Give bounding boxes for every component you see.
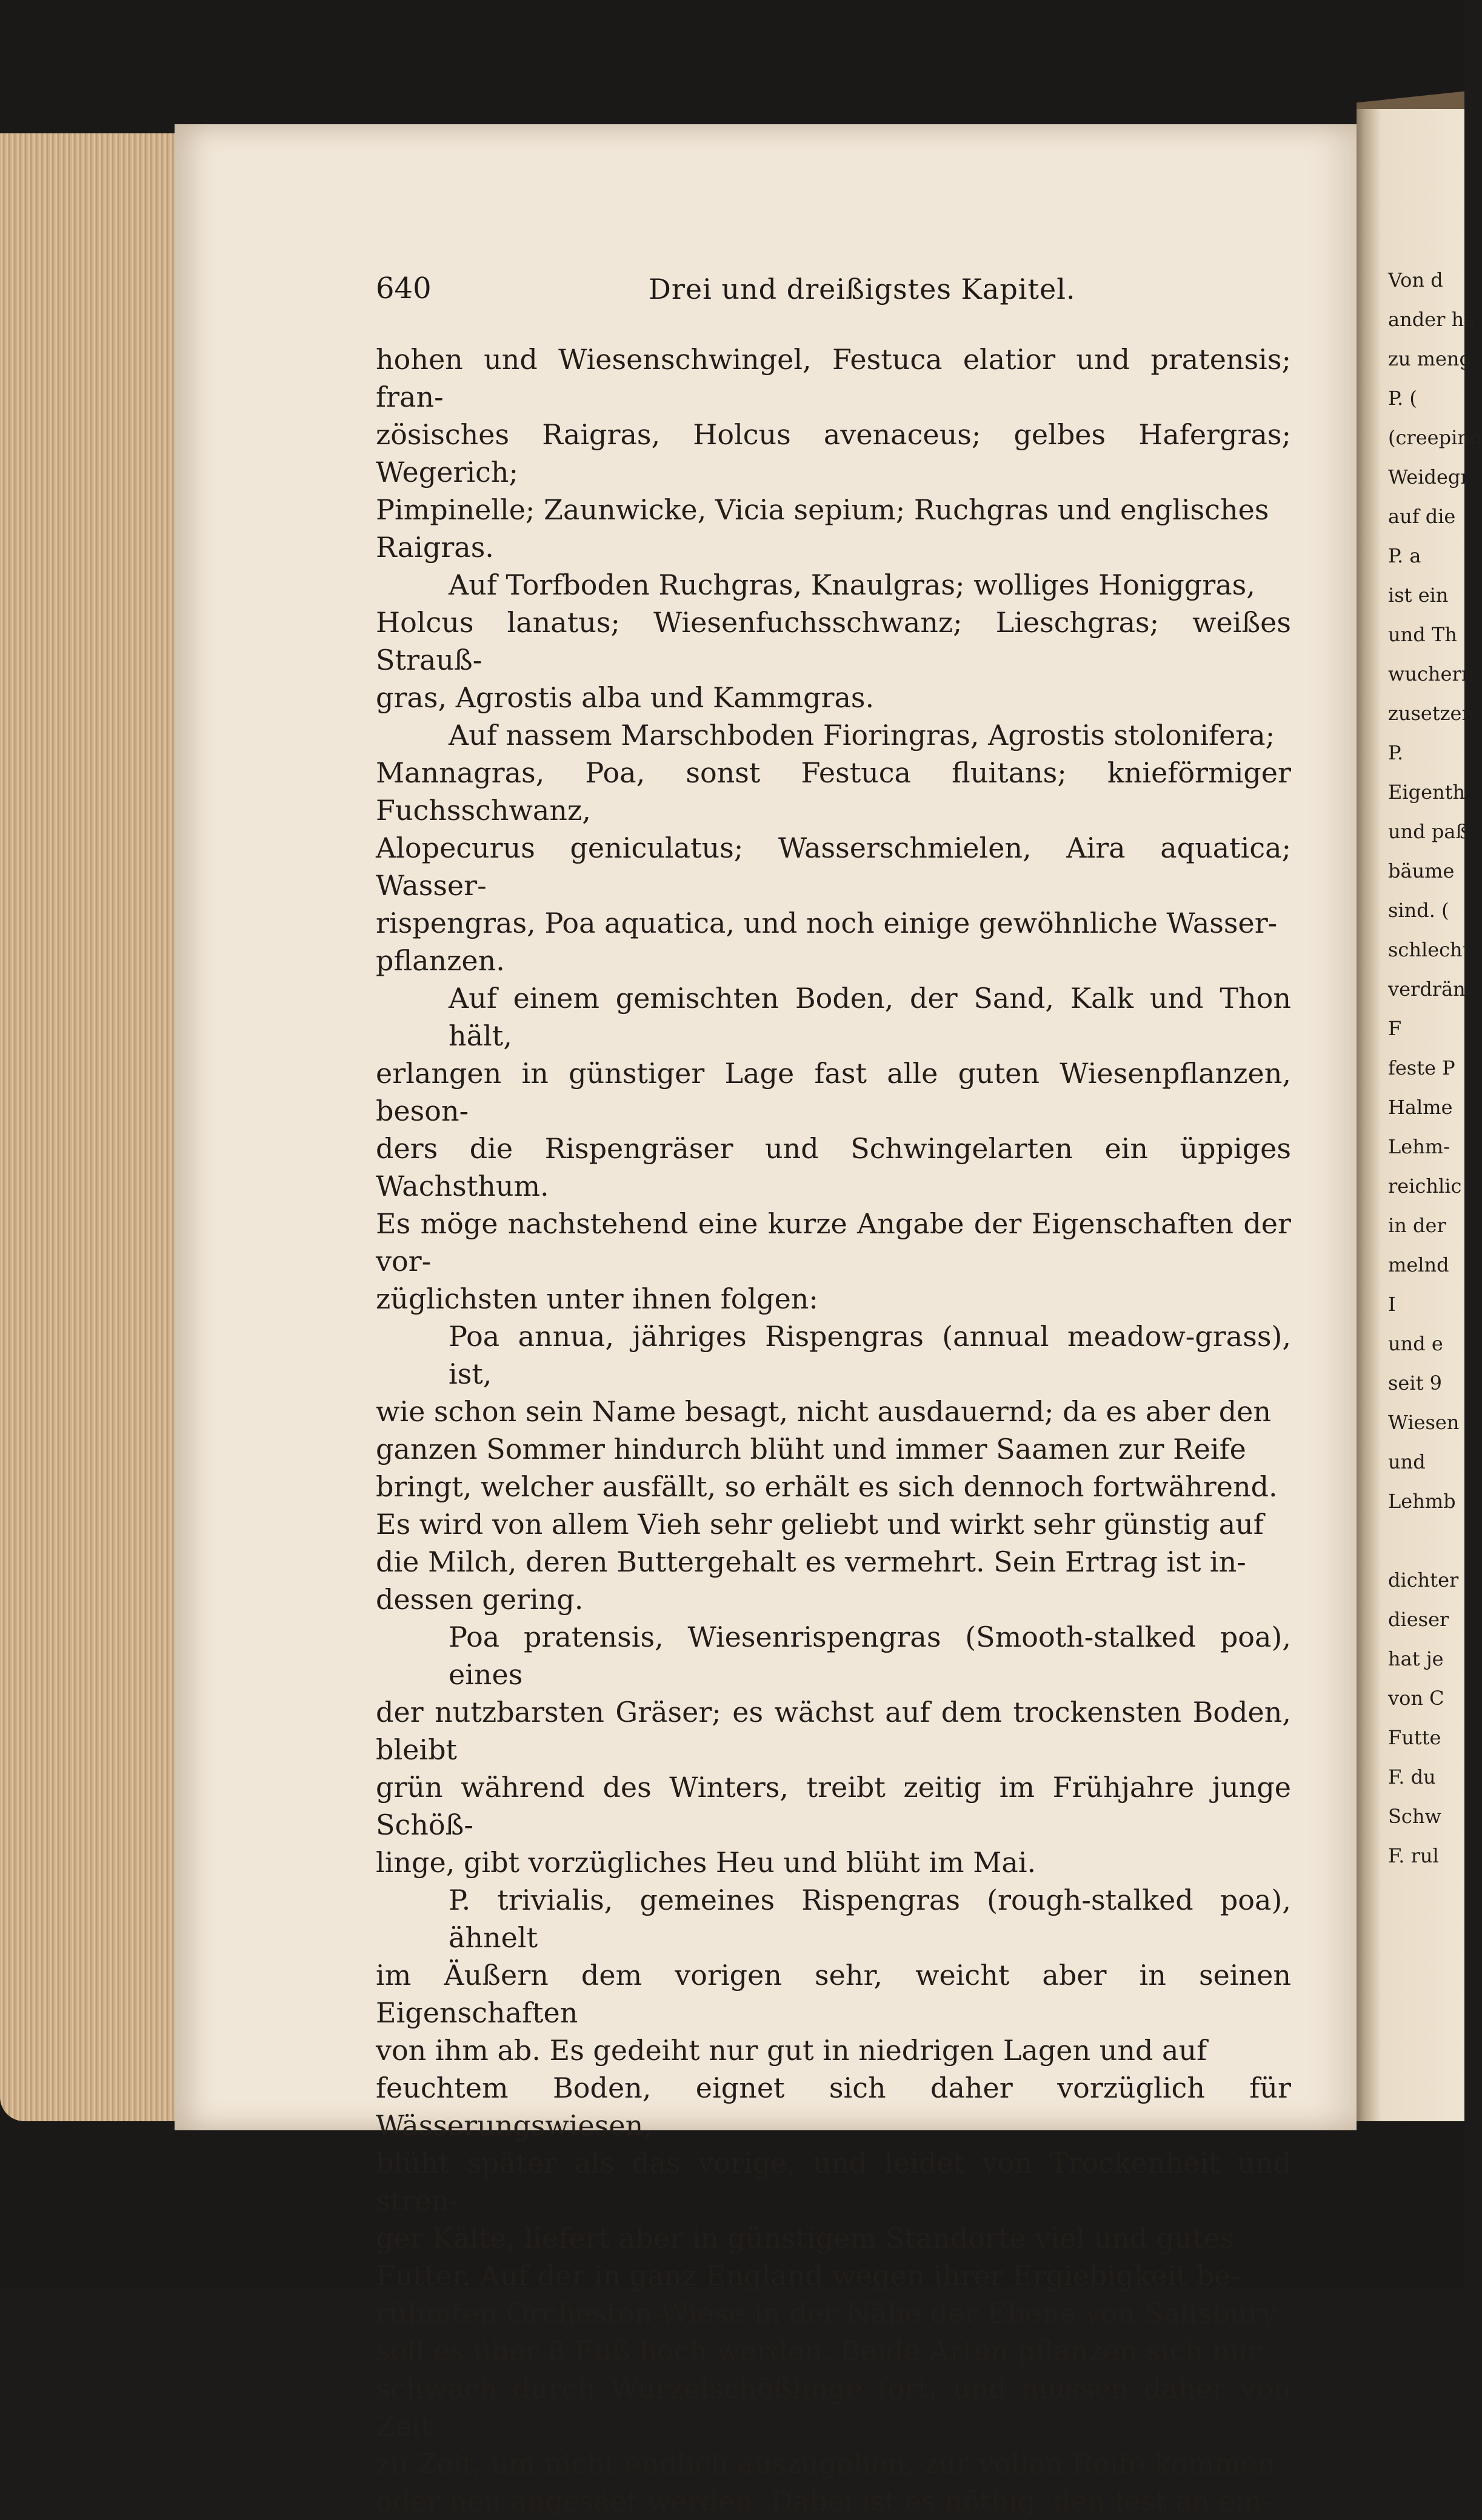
text-line: ger Kälte, liefert aber in günstigem Standorte viel und gutes: [376, 2222, 1235, 2255]
fragment-line: wuchern: [1388, 662, 1474, 685]
fragment-line: ander hä: [1388, 308, 1476, 331]
text-line: ders die Rispengräser und Schwingelarten ein üppiges Wachsthum.: [376, 1132, 1291, 1202]
fragment-line: ist ein: [1388, 584, 1449, 607]
text-line: grün während des Winters, treibt zeitig im Frühjahre junge Schöß-: [376, 1771, 1291, 1841]
text-line: züglichsten unter ihnen folgen:: [376, 1282, 818, 1315]
text-line: Holcus lanatus; Wiesenfuchsschwanz; Lieschgras; weißes Strauß-: [376, 606, 1291, 676]
fragment-line: seit 9: [1388, 1372, 1442, 1395]
page-edges-left: [0, 133, 176, 2121]
fragment-line: Eigenth: [1388, 781, 1466, 804]
running-head: [376, 272, 1285, 314]
text-line: linge, gibt vorzügliches Heu und blüht im Mai.: [376, 1846, 1036, 1879]
fragment-line: Von d: [1388, 268, 1443, 292]
text-line: Mannagras, Poa, sonst Festuca fluitans; knieförmiger Fuchsschwanz,: [376, 756, 1291, 827]
text-line: gras, Agrostis alba und Kammgras.: [376, 681, 875, 714]
fragment-line: verdrän: [1388, 978, 1466, 1001]
fragment-line: zusetzen: [1388, 702, 1475, 725]
fragment-line: Lehm-: [1388, 1135, 1450, 1158]
fragment-line: I: [1388, 1293, 1396, 1316]
text-line: bringt, welcher ausfällt, so erhält es sich dennoch fortwährend.: [376, 1470, 1278, 1503]
fragment-line: schlecht: [1388, 938, 1470, 961]
fragment-line: und: [1388, 1450, 1426, 1473]
text-line: Poa annua, jähriges Rispengras (annual meadow-grass), ist,: [449, 1320, 1291, 1390]
text-line: oder neu angesäet werden. Dabei ist es nöthig, den fest an ein-: [376, 2485, 1272, 2518]
text-line: Pimpinelle; Zaunwicke, Vicia sepium; Ruchgras und englisches: [376, 493, 1269, 526]
body-text: [376, 341, 1291, 2520]
fragment-line: bäume: [1388, 859, 1455, 882]
text-line: Raigras.: [376, 531, 494, 564]
fragment-line: sind. (: [1388, 899, 1449, 922]
text-line: feuchtem Boden, eignet sich daher vorzüglich für Wässerungswiesen,: [376, 2072, 1291, 2142]
text-line: wie schon sein Name besagt, nicht ausdauernd; da es aber den: [376, 1395, 1272, 1428]
fragment-line: dieser: [1388, 1608, 1449, 1631]
fragment-line: F. rul: [1388, 1844, 1439, 1867]
text-line: soll es über 8 Fuß hoch werden. Beide Arten pflanzen sich nur: [376, 2335, 1261, 2367]
text-line: Alopecurus geniculatus; Wasserschmielen, Aira aquatica; Wasser-: [376, 832, 1291, 902]
fragment-line: P. (: [1388, 387, 1417, 410]
fragment-line: hat je: [1388, 1647, 1444, 1670]
text-line: im Äußern dem vorigen sehr, weicht aber in seinen Eigenschaften: [376, 1959, 1291, 2029]
fragment-line: Wiesen: [1388, 1411, 1460, 1434]
fragment-line: melnd: [1388, 1253, 1449, 1276]
text-line: ganzen Sommer hindurch blüht und immer Saamen zur Reife: [376, 1433, 1246, 1465]
fragment-line: F. du: [1388, 1765, 1436, 1788]
page-number: 640: [376, 272, 432, 305]
text-line: die Milch, deren Buttergehalt es vermehrt. Sein Ertrag ist in-: [376, 1545, 1246, 1578]
text-line: rühmten Orcheston-Wiese in der Nähe der Ebene von Salisbury: [376, 2297, 1277, 2330]
text-line: Futter. Auf der in ganz England wegen ihrer Ergiebigkeit be-: [376, 2259, 1240, 2292]
fragment-line: Halme: [1388, 1096, 1453, 1119]
text-line: rispengras, Poa aquatica, und noch einige gewöhnliche Wasser-: [376, 907, 1278, 939]
fragment-line: feste P: [1388, 1056, 1455, 1079]
text-line: hohen und Wiesenschwingel, Festuca elatior und pratensis; fran-: [376, 343, 1291, 413]
fragment-line: [1388, 1521, 1464, 1561]
fragment-line: von C: [1388, 1687, 1444, 1710]
text-line: dessen gering.: [376, 1583, 584, 1616]
fragment-line: Futte: [1388, 1726, 1441, 1749]
text-line: P. trivialis, gemeines Rispengras (rough-stalked poa), ähnelt: [449, 1884, 1291, 1954]
text-line: Auf einem gemischten Boden, der Sand, Kalk und Thon hält,: [449, 982, 1291, 1052]
text-line: von ihm ab. Es gedeiht nur gut in niedrigen Lagen und auf: [376, 2034, 1207, 2067]
text-line: pflanzen.: [376, 944, 505, 977]
text-line: schwach durch Wurzelschößlinge fort, und müssen daher von Zeit: [376, 2372, 1291, 2442]
text-line: Es möge nachstehend eine kurze Angabe der Eigenschaften der vor-: [376, 1207, 1291, 1278]
fragment-line: und paß: [1388, 820, 1469, 843]
fragment-line: und Th: [1388, 623, 1457, 646]
fragment-line: Schw: [1388, 1805, 1441, 1828]
fragment-line: P.: [1388, 741, 1404, 764]
text-line: Poa pratensis, Wiesenrispengras (Smooth-stalked poa), eines: [449, 1621, 1291, 1691]
fragment-line: zu meng: [1388, 347, 1472, 370]
text-line: zu Zeit, um nicht endlich auszugehen, zur vollen Reife kommen: [376, 2447, 1275, 2480]
text-line: Auf nassem Marschboden Fioringras, Agrostis stolonifera;: [449, 719, 1275, 752]
fragment-line: F: [1388, 1017, 1402, 1040]
fragment-line: reichlic: [1388, 1175, 1462, 1198]
text-line: erlangen in günstiger Lage fast alle guten Wiesenpflanzen, beson-: [376, 1057, 1291, 1127]
fragment-line: (creeping: [1388, 426, 1482, 449]
fragment-line: und e: [1388, 1332, 1443, 1355]
chapter-title: Drei und dreißigstes Kapitel.: [649, 273, 1076, 305]
text-line: zösisches Raigras, Holcus avenaceus; gelbes Hafergras; Wegerich;: [376, 418, 1291, 488]
text-line: Es wird von allem Vieh sehr geliebt und wirkt sehr günstig auf: [376, 1508, 1264, 1541]
fragment-line: Lehmb: [1388, 1490, 1456, 1513]
text-line: der nutzbarsten Gräser; es wächst auf dem trockensten Boden, bleibt: [376, 1696, 1291, 1766]
fragment-line: auf die: [1388, 505, 1456, 528]
fragment-line: Weidegr: [1388, 465, 1470, 488]
fragment-line: in der: [1388, 1214, 1446, 1237]
text-line: blüht später als das vorige, und leidet von Trockenheit und stren-: [376, 2147, 1291, 2217]
fragment-line: dichter: [1388, 1568, 1459, 1592]
facing-page-text: [1388, 261, 1482, 1876]
text-line: Auf Torfboden Ruchgras, Knaulgras; wolliges Honiggras,: [449, 568, 1255, 601]
fragment-line: P. a: [1388, 544, 1421, 567]
